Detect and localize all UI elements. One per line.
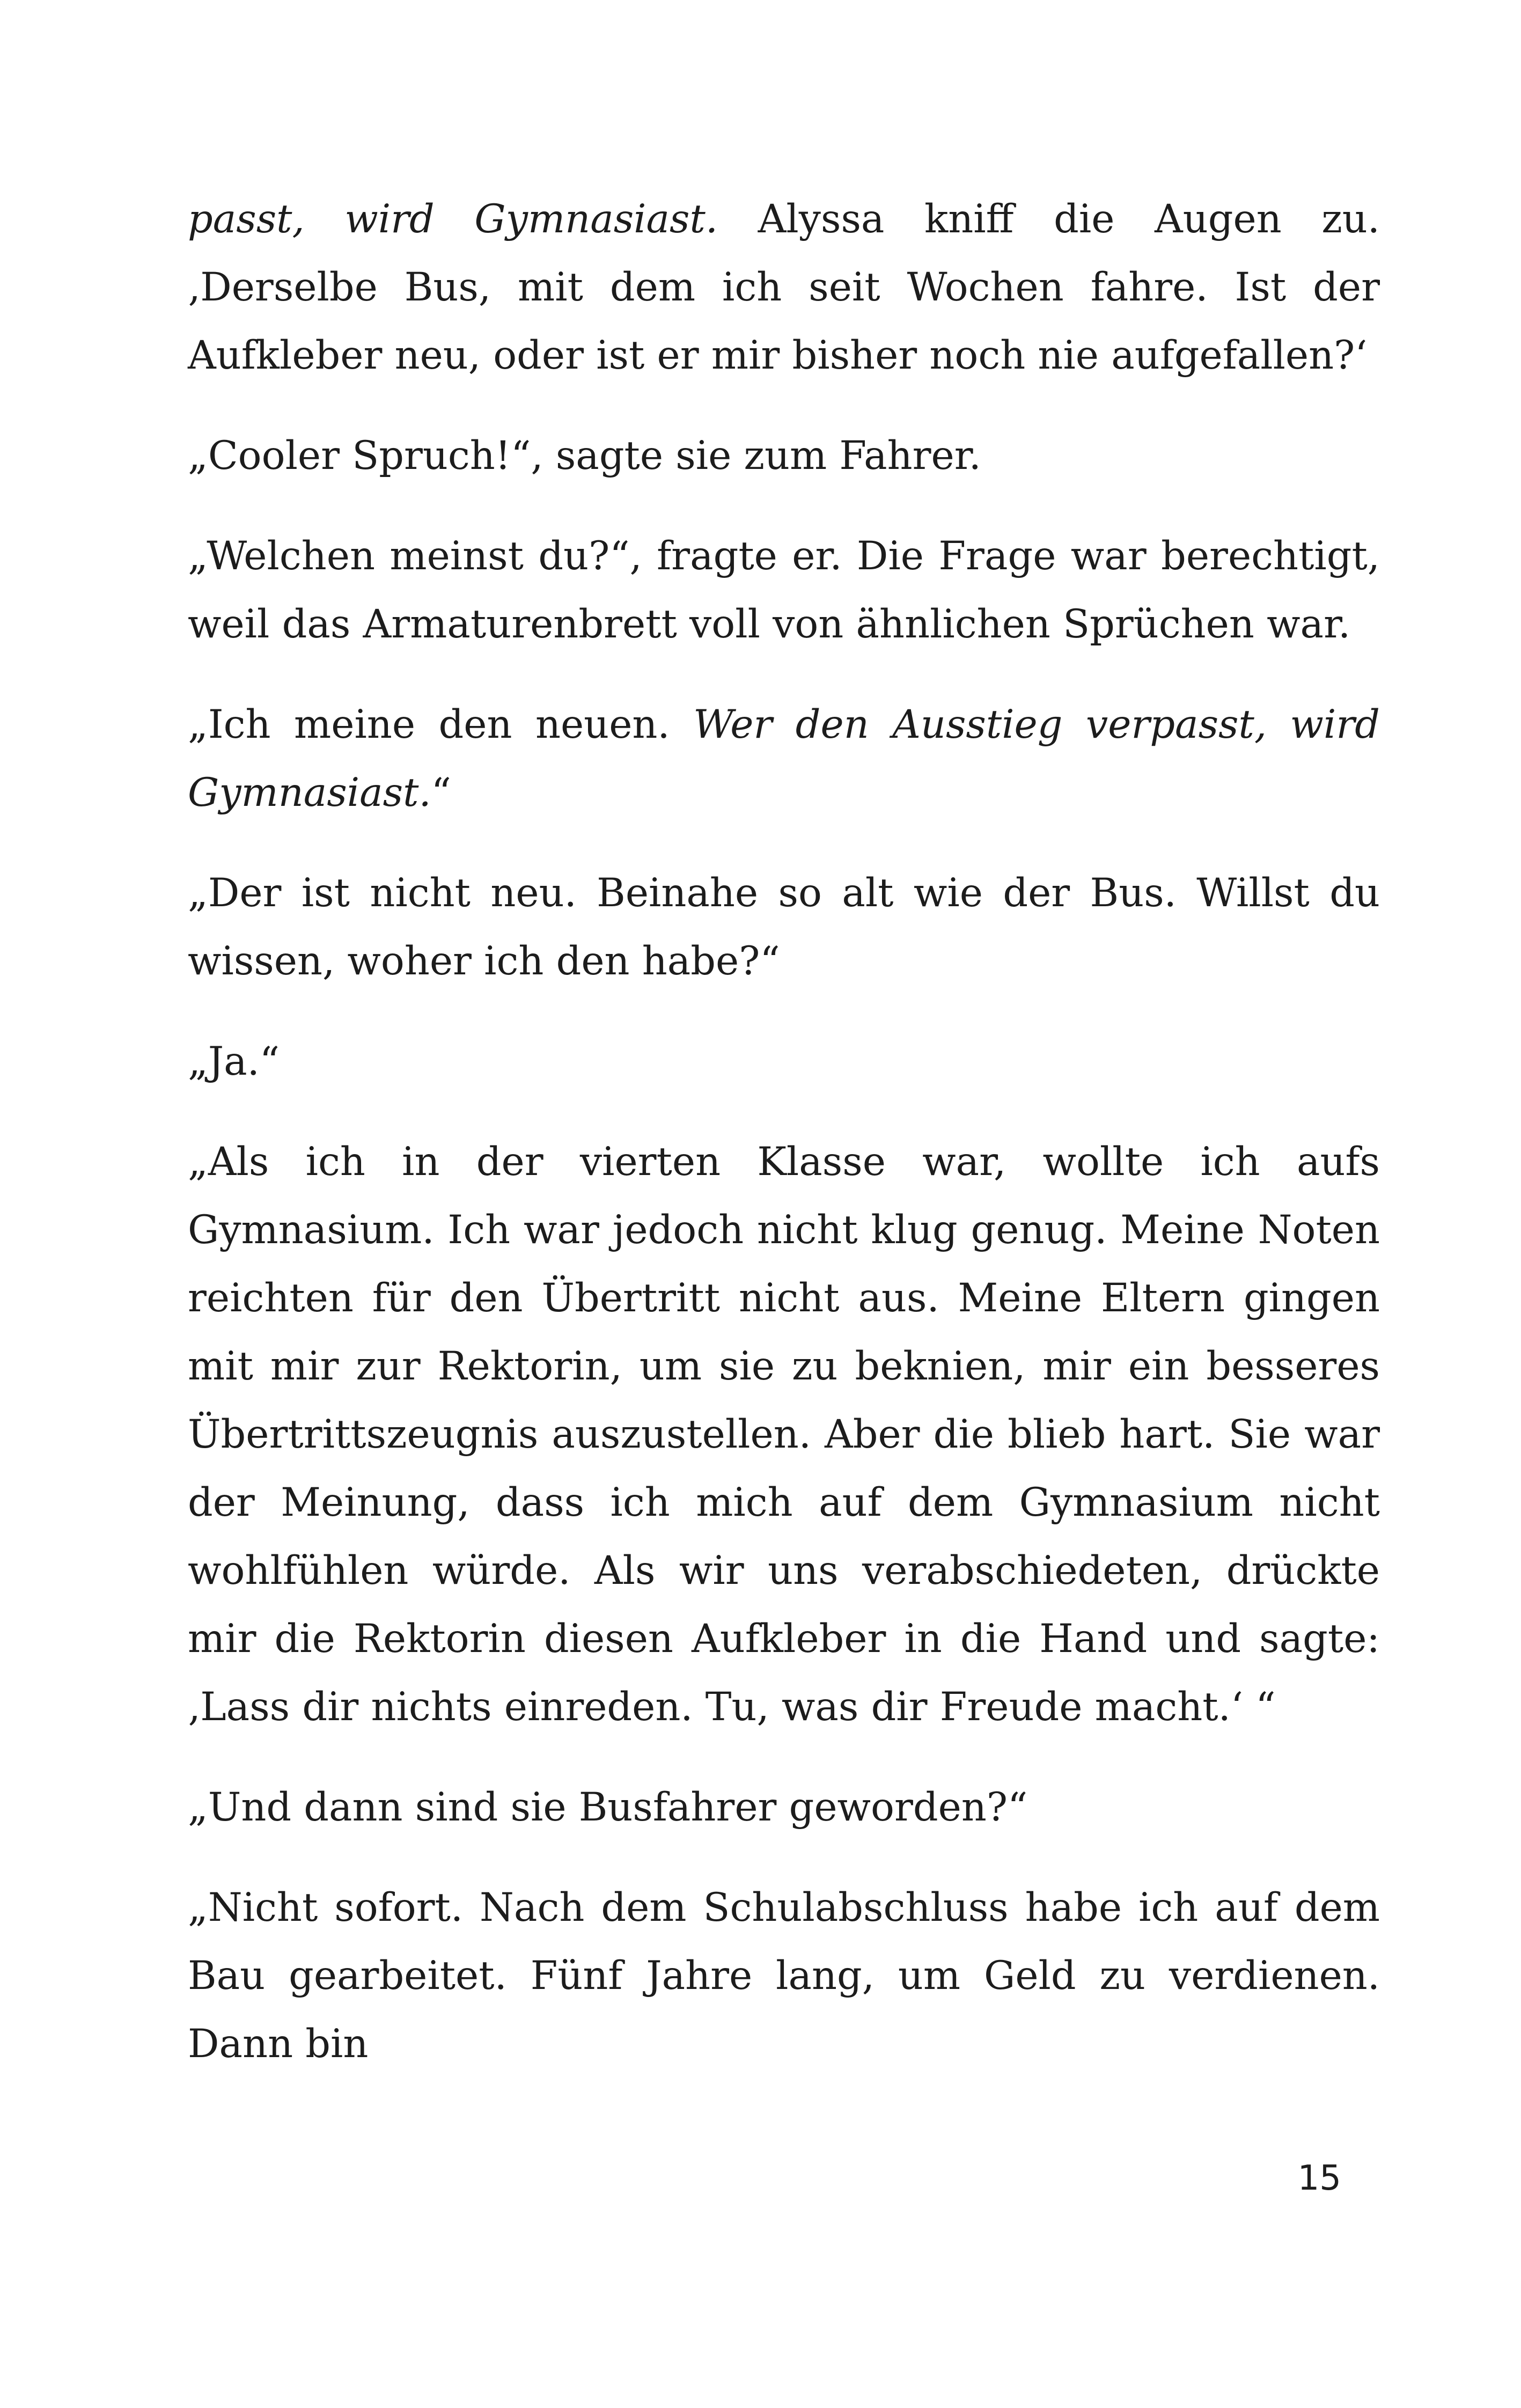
paragraph bbox=[188, 1773, 1380, 1841]
paragraph bbox=[188, 1874, 1380, 2078]
text-run: „Nicht sofort. Nach dem Schulabschluss habe ich auf dem Bau gearbeitet. Fünf Jahre lang, um Geld zu verdienen. Dann bin bbox=[188, 1885, 1380, 2067]
body-text bbox=[188, 185, 1380, 2078]
text-run: Alyssa kniff die Augen zu. ‚Derselbe Bus, mit dem ich seit Wochen fahre. Ist der Aufkleber neu, oder ist er mir bisher noch nie aufgefallen?‘ bbox=[188, 196, 1380, 378]
paragraph bbox=[188, 422, 1380, 490]
italic-text-run: passt, wird Gymnasiast. bbox=[188, 196, 718, 242]
paragraph bbox=[188, 859, 1380, 995]
paragraph bbox=[188, 1027, 1380, 1096]
paragraph bbox=[188, 185, 1380, 390]
text-run: „Als ich in der vierten Klasse war, wollte ich aufs Gymnasium. Ich war jedoch nicht klug genug. Meine Noten reichten für den Übertritt nicht aus. Meine Eltern gingen mit mir zur Rektorin, um sie zu beknien, mir ein besseres Übertrittszeugnis auszustellen. Aber die blieb hart. Sie war der Meinung, dass ich mich auf dem Gymnasium nicht wohlfühlen würde. Als wir uns verabschiedeten, drückte mir die Rektorin diesen Aufkleber in die Hand und sagte: ‚Lass dir nichts einreden. Tu, was dir Freude macht.‘ “ bbox=[188, 1139, 1380, 1730]
italic-text-run: Wer den Ausstieg verpasst, wird Gymnasiast. bbox=[188, 702, 1380, 816]
text-run: „Welchen meinst du?“, fragte er. Die Frage war berechtigt, weil das Armaturenbrett voll von ähnlichen Sprüchen war. bbox=[188, 533, 1380, 647]
text-run: „Ich meine den neuen. bbox=[188, 702, 694, 747]
text-run: “ bbox=[431, 770, 451, 816]
paragraph bbox=[188, 522, 1380, 658]
paragraph bbox=[188, 691, 1380, 827]
text-run: „Und dann sind sie Busfahrer geworden?“ bbox=[188, 1785, 1028, 1830]
page-number: 15 bbox=[1297, 2159, 1341, 2198]
text-run: „Ja.“ bbox=[188, 1039, 280, 1084]
text-run: „Der ist nicht neu. Beinahe so alt wie der Bus. Willst du wissen, woher ich den habe?“ bbox=[188, 870, 1380, 984]
text-run: „Cooler Spruch!“, sagte sie zum Fahrer. bbox=[188, 433, 981, 479]
paragraph bbox=[188, 1128, 1380, 1741]
